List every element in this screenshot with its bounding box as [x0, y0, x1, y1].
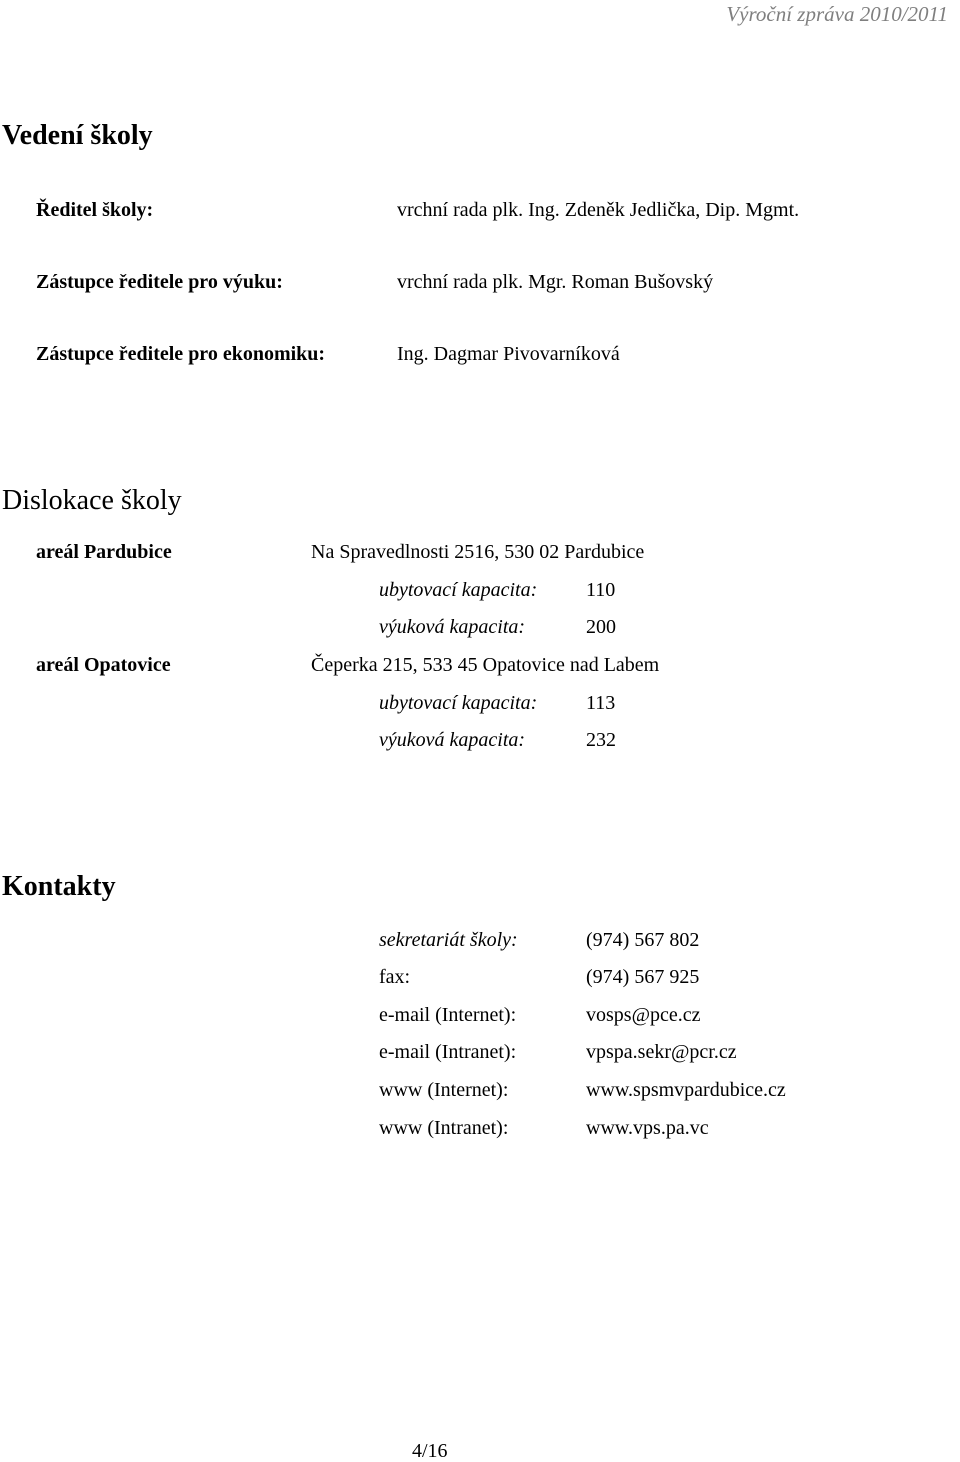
contact-email-internet-value[interactable]: vosps@pce.cz: [586, 1004, 701, 1026]
contact-fax-label: fax:: [379, 966, 411, 988]
site-opatovice-address: Čeperka 215, 533 45 Opatovice nad Labem: [311, 654, 660, 676]
locations-heading: Dislokace školy: [2, 485, 182, 516]
site-pardubice-address: Na Spravedlnosti 2516, 530 02 Pardubice: [311, 541, 645, 563]
contact-www-internet-label: www (Internet):: [379, 1079, 509, 1101]
contact-www-intranet-label: www (Intranet):: [379, 1117, 509, 1139]
site-opatovice-teaching-value: 232: [586, 729, 616, 751]
deputy-economy-value: Ing. Dagmar Pivovarníková: [397, 343, 620, 365]
running-header: Výroční zpráva 2010/2011: [726, 2, 948, 26]
leadership-heading: Vedení školy: [2, 120, 153, 151]
contact-email-intranet-value[interactable]: vpspa.sekr@pcr.cz: [586, 1041, 737, 1063]
contact-www-internet-value[interactable]: www.spsmvpardubice.cz: [586, 1079, 786, 1101]
site-pardubice-accommodation-label: ubytovací kapacita:: [379, 579, 538, 601]
contact-email-intranet-label: e-mail (Intranet):: [379, 1041, 517, 1063]
site-opatovice-teaching-label: výuková kapacita:: [379, 729, 526, 751]
contacts-heading: Kontakty: [2, 871, 116, 902]
site-opatovice-accommodation-label: ubytovací kapacita:: [379, 692, 538, 714]
contact-email-internet-label: e-mail (Internet):: [379, 1004, 517, 1026]
site-pardubice-teaching-value: 200: [586, 616, 616, 638]
contact-www-intranet-value[interactable]: www.vps.pa.vc: [586, 1117, 709, 1139]
site-pardubice-teaching-label: výuková kapacita:: [379, 616, 526, 638]
director-label: Ředitel školy:: [36, 199, 154, 221]
site-pardubice-accommodation-value: 110: [586, 579, 616, 601]
deputy-teaching-label: Zástupce ředitele pro výuku:: [36, 271, 283, 293]
site-pardubice-label: areál Pardubice: [36, 541, 172, 563]
site-opatovice-label: areál Opatovice: [36, 654, 171, 676]
page-number: 4/16: [412, 1440, 448, 1462]
deputy-economy-label: Zástupce ředitele pro ekonomiku:: [36, 343, 326, 365]
site-opatovice-accommodation-value: 113: [586, 692, 616, 714]
contact-secretariat-value: (974) 567 802: [586, 929, 700, 951]
contact-secretariat-label: sekretariát školy:: [379, 929, 518, 951]
deputy-teaching-value: vrchní rada plk. Mgr. Roman Bušovský: [397, 271, 714, 293]
contact-fax-value: (974) 567 925: [586, 966, 700, 988]
director-value: vrchní rada plk. Ing. Zdeněk Jedlička, Dip. Mgmt.: [397, 199, 800, 221]
